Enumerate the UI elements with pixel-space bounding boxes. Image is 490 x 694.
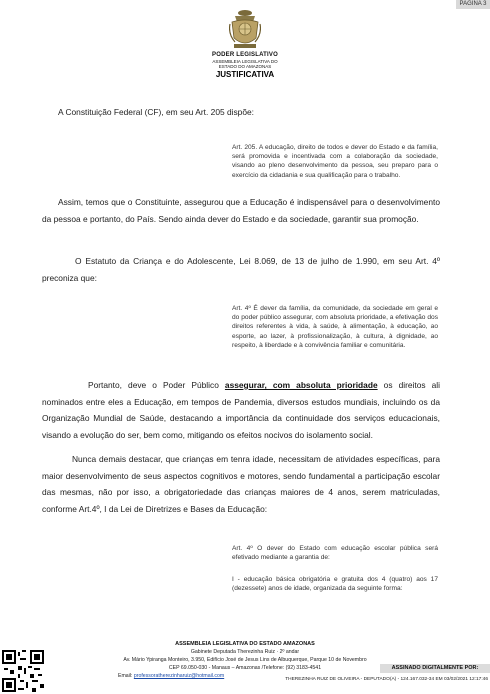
footer-address: Av. Mário Ypiranga Monteiro, 3.950, Edifício José de Jesus Lins de Albuquerque, Parque 10 de Novembro — [123, 657, 367, 663]
footer-office: Gabinete Deputada Therezinha Ruiz · 2º andar — [190, 649, 300, 655]
paragraph-2: Assim, temos que o Constituinte, assegurou que a Educação é indispensável para o desenvolvimento da pessoa e portanto, do País. Sendo ainda dever do Estado e da sociedade, garantir sua promoção. — [42, 197, 440, 224]
quote-ldb-art-4: Art. 4º O dever do Estado com educação escolar pública será efetivado mediante a garantia de: — [232, 545, 438, 562]
footer-phone: CEP 69.050-030 - Manaus – Amazonas /Telefone: (92) 3183-4541 — [168, 665, 322, 671]
digital-signature-label: ASSINADO DIGITALMENTE POR: — [380, 664, 490, 673]
paragraph-3: O Estatuto da Criança e do Adolescente, Lei 8.069, de 13 de julho de 1.990, em seu Art. 4º preconiza que: — [42, 256, 440, 283]
org-subtitle — [0, 59, 490, 69]
email-link[interactable]: professoratherezinharuiz@hotmail.com — [133, 673, 225, 679]
quote-eca-art-4: Art. 4º É dever da família, da comunidade, da sociedade em geral e do poder público assegurar, com absoluta prioridade, a efetivação dos direitos referentes à vida, à saúde, à alimentação, à educação, ao esporte, ao lazer, à profissionalização, à cultura, à dignidade, ao respeito, à liberdade e à convivência familiar e comunitária. — [232, 305, 438, 349]
org-subtitle-line-2: ESTADO DO AMAZONAS — [218, 64, 272, 69]
org-name: PODER LEGISLATIVO — [212, 52, 278, 58]
footer-title: ASSEMBLEIA LEGISLATIVA DO ESTADO AMAZONAS — [175, 641, 315, 647]
coat-of-arms-icon — [229, 8, 261, 52]
quote-art-205: Art. 205. A educação, direito de todos e dever do Estado e da família, será promovida e incentivada com a colaboração da sociedade, visando ao pleno desenvolvimento da pessoa, seu preparo para o exercício da cidadania e sua qualificação para o trabalho. — [232, 144, 438, 179]
footer-email-label: Email: — [118, 673, 134, 679]
paragraph-4 — [42, 377, 440, 443]
org-subtitle-line-1: ASSEMBLEIA LEGISLATIVA DO — [212, 59, 278, 64]
paragraph-1: A Constituição Federal (CF), em seu Art. 205 dispõe: — [58, 107, 254, 117]
page-number-badge: PAGINA 3 — [456, 0, 490, 9]
section-title: JUSTIFICATIVA — [215, 70, 275, 79]
paragraph-4-rest: os direitos ali nominados entre eles a Educação, em tempos de Pandemia, diversos estudos mundiais, incluindo os da Organização Mundial de Saúde, destacando a importância da continuidade dos serviços educacionais, visando a evolução do ser, bem como, mitigando os efeitos nocivos do isolamento social. — [42, 380, 441, 440]
paragraph-5: Nunca demais destacar, que crianças em tenra idade, necessitam de atividades específicas, para maior desenvolvimento de seus aspectos cognitivos e motores, sendo fundamental a participação escolar das mesmas, não por isso, a obrigatoriedade das crianças maiores de 4 anos, serem matriculadas, conforme Art.4º, I da Lei de Diretrizes e Bases da Educação: — [42, 454, 440, 514]
paragraph-4-emphasis: assegurar, com absoluta prioridade — [224, 380, 378, 390]
digital-signature-details: THEREZINHA RUIZ DE OLIVEIRA - DEPUTADO(A) - 124.167.032-34 EM 03/02/2021 12:17:46 — [285, 677, 488, 682]
quote-ldb-item-i: I - educação básica obrigatória e gratuita dos 4 (quatro) aos 17 (dezessete) anos de idade, organizada da seguinte forma: — [232, 576, 438, 593]
paragraph-4-intro: Portanto, deve o Poder Público — [88, 380, 225, 390]
